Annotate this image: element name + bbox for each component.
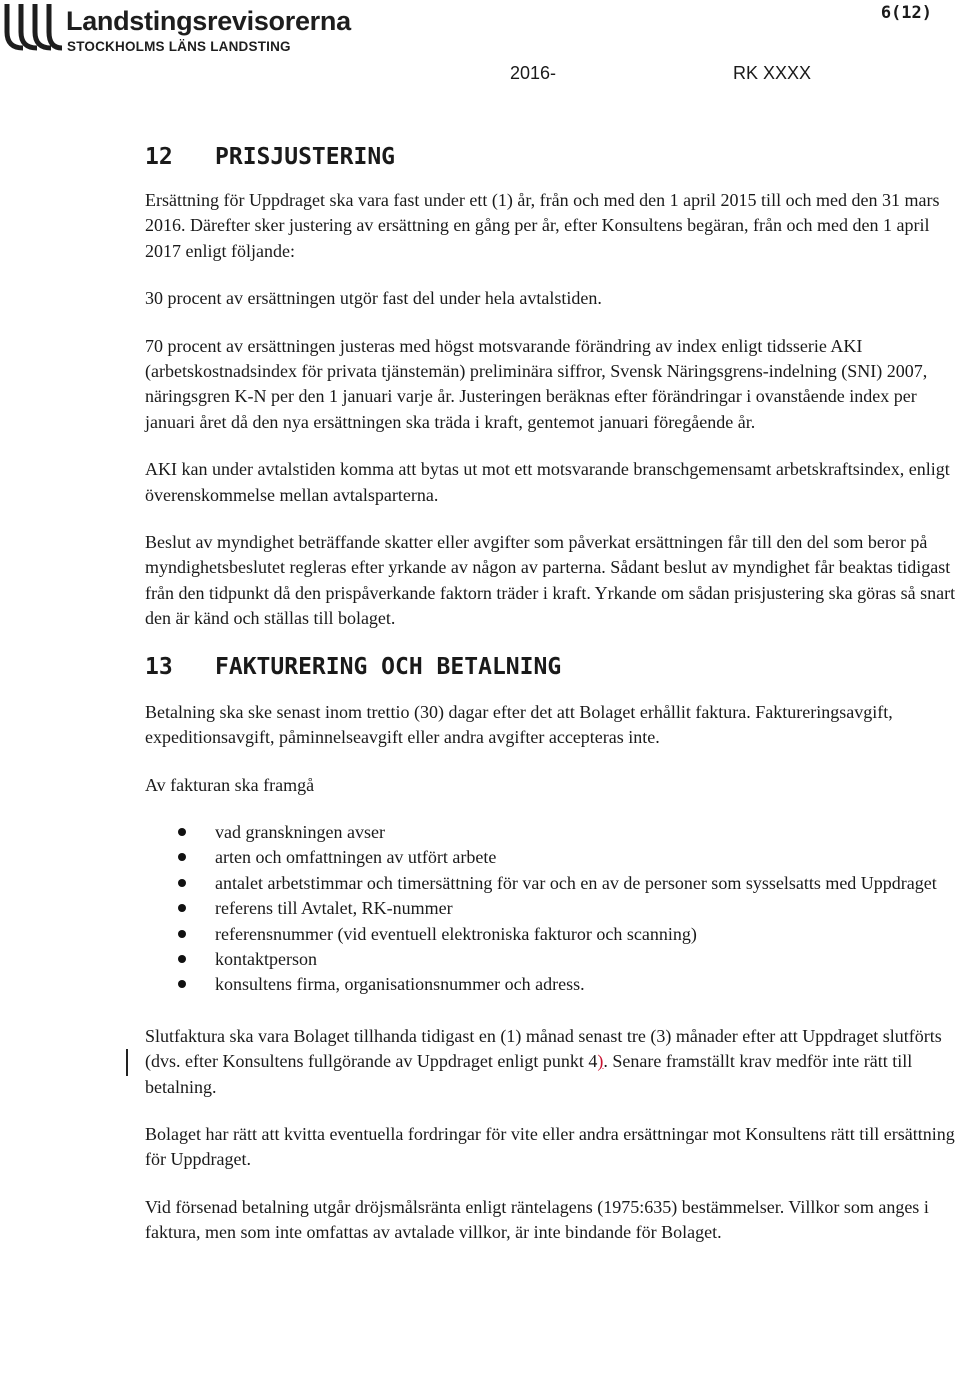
section-number: 12 [145,144,173,170]
list-item: arten och omfattningen av utfört arbete [145,845,960,870]
bullet-icon [178,904,186,912]
paragraph: Vid försenad betalning utgår dröjsmålsränta enligt räntelagens (1975:635) bestämmelser. Villkor som anges i faktura, men som inte omfattas av avtalade villkor, är inte bindande för Bolaget. [145,1196,929,1243]
list-item: konsultens firma, organisationsnummer och adress. [145,972,960,997]
bullet-icon [178,853,186,861]
section-fakturering [145,654,960,1246]
invoice-requirements-list [145,820,960,998]
paragraph: 30 procent av ersättningen utgör fast del under hela avtalstiden. [145,288,602,309]
bullet-icon [178,955,186,963]
logo-subtitle: STOCKHOLMS LÄNS LANDSTING [67,39,291,54]
section-number: 13 [145,653,173,680]
bullet-icon [178,879,186,887]
list-item: referensnummer (vid eventuell elektroniska fakturor och scanning) [145,922,960,947]
bullet-icon [178,930,186,938]
logo-mark-icon [4,2,62,54]
paragraph: Bolaget har rätt att kvitta eventuella fordringar för vite eller andra ersättningar mot Konsultens rätt till ersättning för Uppdraget. [145,1123,955,1170]
paragraph: 70 procent av ersättningen justeras med högst motsvarande förändring av index enligt tidsserie AKI (arbetskostnadsindex för privata tjänstemän) preliminära siffror, Svensk Näringsgrens-indelning (SNI) 2007, näringsgren K-N per den 1 januari varje år. Justeringen beräknas efter förändringar i ovanstående index per januari året då den nya ersättningen ska träda i kraft, gentemot januari föregående år. [145,335,928,432]
logo-title: Landstingsrevisorerna [66,6,351,36]
list-item: referens till Avtalet, RK-nummer [145,896,960,921]
organization-logo [4,2,394,54]
document-reference: RK XXXX [733,63,812,83]
paragraph: Betalning ska ske senast inom trettio (30) dagar efter det att Bolaget erhållit faktura. Faktureringsavgift, expeditionsavgift, påminnelseavgift eller andra avgifter accepteras inte. [145,701,893,748]
page-number: 6(12) [880,3,932,23]
document-date: 2016- [510,63,557,83]
bullet-icon [178,828,186,836]
list-item: antalet arbetstimmar och timersättning för var och en av de personer som sysselsatts med Uppdraget [145,871,960,896]
paragraph: Ersättning för Uppdraget ska vara fast under ett (1) år, från och med den 1 april 2015 till och med den 31 mars 2016. Därefter sker justering av ersättning en gång per år, efter Konsultens begäran, från och med den 1 april 2017 enligt följande: [145,190,940,261]
section-prisjustering [145,144,960,632]
paragraph: AKI kan under avtalstiden komma att bytas ut mot ett motsvarande branschgemensamt arbetskraftsindex, enligt överenskommelse mellan avtalsparterna. [145,459,950,505]
list-item: vad granskningen avser [145,820,960,845]
bullet-icon [178,980,186,988]
list-item: kontaktperson [145,947,960,972]
revision-change-bar [126,1049,128,1076]
section-title: FAKTURERING OCH BETALNING [215,653,562,680]
paragraph: Beslut av myndighet beträffande skatter eller avgifter som påverkat ersättningen får till den del som beror på myndighetsbeslutet regleras efter yrkande av någon av parterna. Sådant beslut av myndighet får beaktas tidigast från den tidpunkt då den prispåverkande faktorn träder i kraft. Yrkande om sådan prisjustering ska göras så snart den är känd och ställas till bolaget. [145,532,956,629]
section-title: PRISJUSTERING [215,144,396,170]
document-body [145,140,960,1268]
list-intro: Av fakturan ska framgå [145,774,315,795]
section-heading [145,654,960,680]
section-heading [145,144,960,170]
tracked-change-mark: ) [597,1051,604,1072]
final-invoice-paragraph: Slutfaktura ska vara Bolaget tillhanda tidigast en (1) månad senast tre (3) månader efter att Uppdraget slutförts (dvs. efter Konsultens fullgörande av Uppdraget enligt punkt 4). Senare framställt krav medför inte rätt till betalning. [145,1024,960,1100]
